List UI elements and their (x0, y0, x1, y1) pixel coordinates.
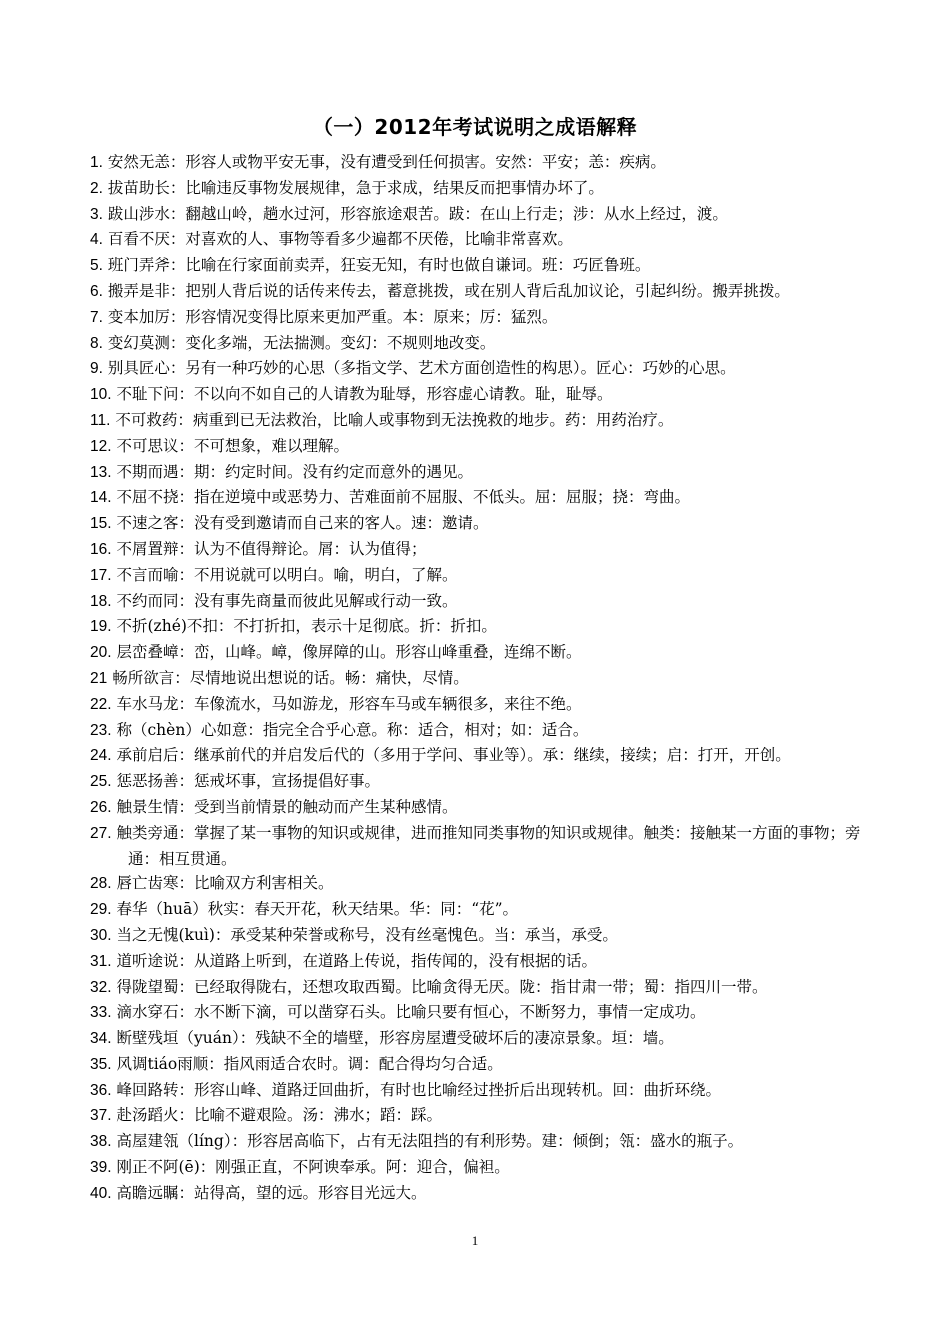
idiom-entry (90, 975, 870, 1001)
entry-number: 13. (90, 463, 112, 481)
entry-text: 搬弄是非：把别人背后说的话传来传去，蓄意挑拨，或在别人背后乱加议论，引起纠纷。搬弄挑拨。 (107, 281, 790, 300)
entry-number: 34. (90, 1030, 112, 1048)
entry-number: 11. (90, 411, 111, 429)
entry-number: 35. (90, 1055, 112, 1073)
idiom-entry (90, 176, 870, 202)
entry-text: 不耻下问：不以向不如自己的人请教为耻辱，形容虚心请教。耻，耻辱。 (116, 385, 613, 404)
idiom-entry (90, 1155, 870, 1181)
idiom-entry (90, 227, 870, 253)
idiom-entry (90, 871, 870, 897)
entry-text: 拔苗助长：比喻违反事物发展规律，急于求成，结果反而把事情办坏了。 (107, 178, 604, 197)
idiom-entry (90, 795, 870, 821)
entry-number: 15. (90, 515, 112, 533)
entry-text: 不屈不挠：指在逆境中或恶势力、苦难面前不屈服、不低头。屈：屈服；挠：弯曲。 (116, 488, 691, 507)
entry-number: 29. (90, 901, 112, 919)
idiom-entry (90, 460, 870, 486)
entry-number: 33. (90, 1004, 112, 1022)
entry-number: 38. (90, 1133, 112, 1151)
entry-number: 25. (90, 773, 112, 791)
idiom-entry (90, 511, 870, 537)
idiom-entry (90, 563, 870, 589)
entry-number: 32. (90, 978, 112, 996)
idiom-entry (90, 434, 870, 460)
idiom-entry (90, 614, 870, 640)
entry-number: 6. (90, 282, 103, 300)
idiom-entry (90, 279, 870, 305)
idiom-entry (90, 1000, 870, 1026)
idiom-entry (90, 356, 870, 382)
entry-number: 9. (90, 360, 103, 378)
entry-text: 不约而同：没有事先商量而彼此见解或行动一致。 (116, 591, 458, 610)
entry-text: 层峦叠嶂：峦，山峰。嶂，像屏障的山。形容山峰重叠，连绵不断。 (116, 643, 582, 662)
entry-text: 滴水穿石：水不断下滴，可以凿穿石头。比喻只要有恒心，不断努力，事情一定成功。 (116, 1003, 706, 1022)
idiom-entry (90, 202, 870, 228)
entry-text: 高屋建瓴（líng）：形容居高临下，占有无法阻挡的有利形势。建：倾倒；瓴：盛水的瓶子。 (116, 1132, 744, 1151)
entry-text: 道听途说：从道路上听到，在道路上传说，指传闻的，没有根据的话。 (116, 951, 598, 970)
idiom-entry (90, 1103, 870, 1129)
idiom-entry (90, 1181, 870, 1207)
idiom-list (90, 150, 870, 1207)
entry-text: 断壁残垣（yuán）：残缺不全的墙壁，形容房屋遭受破坏后的凄凉景象。垣：墙。 (116, 1029, 674, 1048)
idiom-entry (90, 331, 870, 357)
entry-text: 称（chèn）心如意：指完全合乎心意。称：适合，相对；如：适合。 (116, 720, 589, 739)
idiom-entry (90, 640, 870, 666)
entry-text: 畅所欲言：尽情地说出想说的话。畅：痛快，尽情。 (112, 668, 469, 687)
entry-text: 百看不厌：对喜欢的人、事物等看多少遍都不厌倦，比喻非常喜欢。 (107, 230, 573, 249)
idiom-entry (90, 1129, 870, 1155)
entry-number: 27. (90, 824, 112, 842)
entry-text: 变幻莫测：变化多端，无法揣测。变幻：不规则地改变。 (107, 333, 496, 352)
entry-text: 不屑置辩：认为不值得辩论。屑：认为值得； (116, 539, 427, 558)
entry-number: 17. (90, 566, 112, 584)
entry-number: 30. (90, 926, 112, 944)
idiom-entry (90, 923, 870, 949)
entry-number: 20. (90, 644, 112, 662)
idiom-entry (90, 589, 870, 615)
idiom-entry (90, 718, 870, 744)
entry-number: 16. (90, 540, 112, 558)
idiom-entry (90, 1026, 870, 1052)
entry-number: 26. (90, 798, 112, 816)
entry-text: 不折(zhé)不扣：不打折扣，表示十足彻底。折：折扣。 (116, 617, 497, 636)
entry-number: 23. (90, 721, 112, 739)
entry-number: 40. (90, 1184, 112, 1202)
entry-text: 风调tiáo雨顺：指风雨适合农时。调：配合得均匀合适。 (116, 1054, 503, 1073)
idiom-entry (90, 949, 870, 975)
entry-number: 7. (90, 308, 103, 326)
entry-number: 31. (90, 952, 112, 970)
entry-number: 37. (90, 1107, 112, 1125)
idiom-entry (90, 253, 870, 279)
entry-number: 18. (90, 592, 112, 610)
entry-text: 跋山涉水：翻越山岭，趟水过河，形容旅途艰苦。跋：在山上行走；涉：从水上经过，渡。 (107, 204, 728, 223)
entry-text: 惩恶扬善：惩戒坏事，宣扬提倡好事。 (116, 772, 381, 791)
entry-text: 春华（huā）秋实：春天开花，秋天结果。华：同：“花”。 (116, 900, 519, 919)
entry-text: 高瞻远瞩：站得高，望的远。形容目光远大。 (116, 1183, 427, 1202)
entry-number: 12. (90, 437, 112, 455)
entry-number: 19. (90, 618, 112, 636)
entry-text: 刚正不阿(ē)：刚强正直，不阿谀奉承。阿：迎合，偏袒。 (116, 1158, 510, 1177)
entry-number: 10. (90, 386, 112, 404)
entry-number: 36. (90, 1081, 112, 1099)
entry-text: 不期而遇：期：约定时间。没有约定而意外的遇见。 (116, 462, 474, 481)
entry-number: 24. (90, 747, 112, 765)
idiom-entry (90, 1078, 870, 1104)
entry-number: 14. (90, 489, 112, 507)
idiom-entry (90, 666, 870, 692)
entry-number: 1. (90, 154, 103, 171)
idiom-entry (90, 150, 870, 176)
idiom-entry (90, 692, 870, 718)
entry-text: 触类旁通：掌握了某一事物的知识或规律，进而推知同类事物的知识或规律。触类：接触某一方面的事物；旁通：相互贯通。 (116, 823, 861, 868)
idiom-entry (90, 897, 870, 923)
entry-text: 不速之客：没有受到邀请而自己来的客人。速：邀请。 (116, 514, 489, 533)
entry-text: 触景生情：受到当前情景的触动而产生某种感情。 (116, 797, 458, 816)
entry-number: 3. (90, 205, 103, 223)
entry-number: 28. (90, 875, 112, 893)
entry-text: 得陇望蜀：已经取得陇右，还想攻取西蜀。比喻贪得无厌。陇：指甘肃一带；蜀：指四川一带。 (116, 977, 768, 996)
entry-text: 别具匠心：另有一种巧妙的心思（多指文学、艺术方面创造性的构思）。匠心：巧妙的心思。 (107, 359, 736, 378)
entry-number: 21 (90, 669, 108, 687)
page-title: （一）2012年考试说明之成语解释 (312, 115, 638, 139)
entry-number: 2. (90, 179, 103, 197)
idiom-entry (90, 743, 870, 769)
idiom-entry (90, 821, 870, 872)
entry-number: 8. (90, 334, 103, 352)
entry-text: 当之无愧(kuì)：承受某种荣誉或称号，没有丝毫愧色。当：承当，承受。 (116, 925, 618, 944)
entry-text: 变本加厉：形容情况变得比原来更加严重。本：原来；厉：猛烈。 (107, 307, 558, 326)
entry-text: 承前启后：继承前代的并启发后代的（多用于学问、事业等）。承：继续，接续；启：打开，开创。 (116, 746, 791, 765)
entry-text: 唇亡齿寒：比喻双方利害相关。 (116, 874, 334, 893)
entry-text: 不可救药：病重到已无法救治，比喻人或事物到无法挽救的地步。药：用药治疗。 (115, 410, 674, 429)
page-number: 1 (471, 1233, 479, 1248)
entry-text: 车水马龙：车像流水，马如游龙，形容车马或车辆很多，来往不绝。 (116, 694, 582, 713)
entry-number: 22. (90, 695, 112, 713)
idiom-entry (90, 769, 870, 795)
idiom-entry (90, 1052, 870, 1078)
entry-number: 4. (90, 231, 103, 249)
idiom-entry (90, 537, 870, 563)
idiom-entry (90, 408, 870, 434)
idiom-entry (90, 485, 870, 511)
entry-number: 5. (90, 257, 103, 275)
entry-text: 峰回路转：形容山峰、道路迂回曲折，有时也比喻经过挫折后出现转机。回：曲折环绕。 (116, 1080, 722, 1099)
idiom-entry (90, 382, 870, 408)
entry-text: 不可思议：不可想象，难以理解。 (116, 436, 350, 455)
entry-text: 不言而喻：不用说就可以明白。喻，明白，了解。 (116, 565, 458, 584)
entry-number: 39. (90, 1159, 112, 1177)
entry-text: 赴汤蹈火：比喻不避艰险。汤：沸水；蹈：踩。 (116, 1106, 443, 1125)
entry-text: 班门弄斧：比喻在行家面前卖弄，狂妄无知，有时也做自谦词。班：巧匠鲁班。 (107, 256, 651, 275)
idiom-entry (90, 305, 870, 331)
entry-text: 安然无恙：形容人或物平安无事，没有遭受到任何损害。安然：平安；恙：疾病。 (107, 153, 666, 171)
